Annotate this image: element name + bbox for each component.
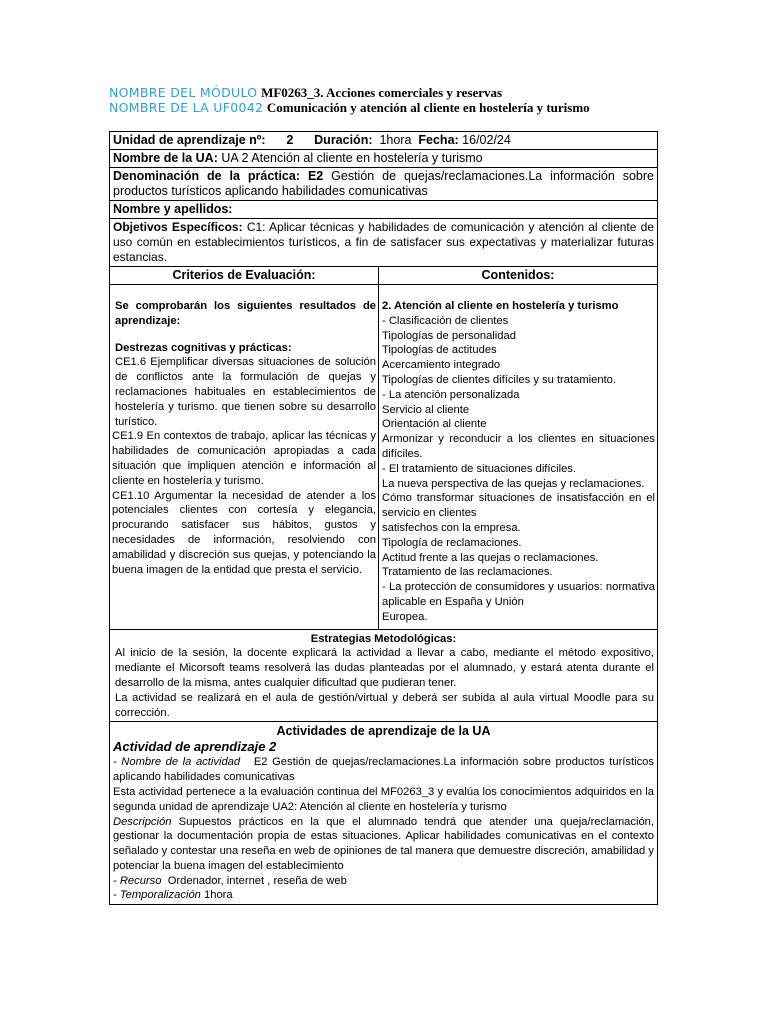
contents-title: 2. Atención al cliente en hostelería y turismo <box>382 300 619 312</box>
contents-line: Europea. <box>382 610 428 623</box>
activity-description-value: Supuestos prácticos en la que el alumnado tendrá que atender una queja/reclamación, gestionar la documentación propia de estas situaciones. Aplicar habilidades comunicativas en el contexto señalado y contestar una reseña en web de opiniones de tal manera que demuestre discreción, amabilidad y potenciar la buena imagen del establecimiento <box>113 815 655 872</box>
uf-name-label: NOMBRE DE LA UF0042 <box>109 100 264 115</box>
activity-timing-line <box>113 888 654 903</box>
contents-line: - La atención personalizada <box>382 388 520 401</box>
strategies-row <box>109 629 658 723</box>
activity-description-line <box>113 815 654 874</box>
student-name-label: Nombre y apellidos: <box>113 202 233 216</box>
activity-evaluation-note: Esta actividad pertenece a la evaluación continua del MF0263_3 y evalúa los conocimientos adquiridos en la segunda unidad de aprendizaje UA2: Atención al cliente en hostelería y turismo <box>113 785 654 813</box>
criteria-header: Criterios de Evaluación: <box>109 266 379 285</box>
unit-row <box>109 131 658 150</box>
strategies-paragraph-2: La actividad se realizará en el aula de gestión/virtual y deberá ser subida al aula virtual Moodle para su corrección. <box>115 691 654 719</box>
uf-name-line <box>109 100 590 116</box>
contents-line: La nueva perspectiva de las quejas y reclamaciones. <box>382 477 645 490</box>
activity-resource-line <box>113 874 654 889</box>
activity-description-label: Descripción <box>113 815 172 828</box>
activity-resource-label: - Recurso <box>113 874 162 887</box>
contents-line: Tipología de reclamaciones. <box>382 536 522 549</box>
contents-line: - El tratamiento de situaciones difíciles. <box>382 462 577 475</box>
lesson-plan-table <box>109 131 658 905</box>
contents-line: Acercamiento integrado <box>382 359 501 372</box>
activity-subtitle: Actividad de aprendizaje 2 <box>113 739 277 755</box>
contents-line: - Clasificación de clientes <box>382 314 509 327</box>
activity-name-label: - Nombre de la actividad <box>113 756 241 769</box>
module-name-line <box>109 85 502 101</box>
contents-line: Servicio al cliente <box>382 403 470 416</box>
criterion-ce1-6: CE1.6 Ejemplificar diversas situaciones de solución de conflictos ante la formulación de quejas y reclamaciones habituales en establecimientos de hostelería y turismo. que tienen sobre su desarrollo turístico. <box>115 356 376 428</box>
ua-name-value: UA 2 Atención al cliente en hostelería y turismo <box>221 151 483 165</box>
criteria-contents-row <box>109 284 658 630</box>
activities-title: Actividades de aprendizaje de la UA <box>276 724 491 739</box>
criterion-ce1-10: CE1.10 Argumentar la necesidad de atender a los potenciales clientes con cortesía y elegancia, procurando satisfacer sus hábitos, gustos y necesidades de información, resolviendo con amabilidad y discreción sus quejas, y potenciando la buena imagen de la entidad que presta el servicio. <box>112 489 376 576</box>
contents-header: Contenidos: <box>378 266 658 285</box>
criteria-header-row <box>109 266 658 285</box>
contents-line: Armonizar y reconducir a los clientes en situaciones difíciles. <box>382 433 655 460</box>
module-name-label: NOMBRE DEL MÓDULO <box>109 85 258 100</box>
practice-code: E2 <box>307 169 324 183</box>
objectives-value: C1: Aplicar técnicas y habilidades de comunicación y atención al cliente de uso común en establecimientos turísticos, a fin de satisfacer sus expectativas y materializar futuras estancias. <box>113 220 654 264</box>
date-label: Fecha: <box>418 133 459 147</box>
objectives-label: Objetivos Específicos: <box>113 220 243 234</box>
practice-row <box>109 167 658 201</box>
activity-timing-label: - Temporalización <box>113 889 201 902</box>
contents-line: - La protección de consumidores y usuarios: normativa aplicable en España y Unión <box>382 581 655 608</box>
criterion-ce1-9: CE1.9 En contextos de trabajo, aplicar las técnicas y habilidades de comunicación apropiadas a cada situación que impliquen atención e información al cliente en hostelería y turismo. <box>112 430 376 487</box>
criteria-column <box>109 284 379 630</box>
contents-line: Tipologías de personalidad <box>382 329 516 342</box>
activity-resource-value: Ordenador, internet , reseña de web <box>167 874 347 887</box>
contents-line: Actitud frente a las quejas o reclamaciones. <box>382 551 599 564</box>
contents-line: Tipologías de clientes difíciles y su tratamiento. <box>382 373 617 386</box>
contents-column <box>378 284 658 630</box>
ua-name-row <box>109 149 658 168</box>
uf-name-value: Comunicación y atención al cliente en hostelería y turismo <box>266 100 590 115</box>
criteria-intro: Se comprobarán los siguientes resultados de aprendizaje: <box>115 300 376 327</box>
duration-label: Duración: <box>314 133 373 147</box>
contents-line: Orientación al cliente <box>382 418 487 431</box>
activity-name-value: E2 Gestión de quejas/reclamaciones.La información sobre productos turísticos aplicando habilidades comunicativas <box>113 756 654 784</box>
module-name-value: MF0263_3. Acciones comerciales y reservas <box>261 85 503 100</box>
practice-value: Gestión de quejas/reclamaciones.La información sobre productos turísticos aplicando habilidades comunicativas <box>113 169 654 198</box>
student-name-row <box>109 200 658 219</box>
duration-value: 1hora <box>379 133 412 147</box>
activity-timing-value: 1hora <box>204 889 233 902</box>
unit-label: Unidad de aprendizaje nº: <box>113 133 266 147</box>
ua-name-label: Nombre de la UA: <box>113 151 218 165</box>
activity-name-line <box>113 755 654 785</box>
objectives-row <box>109 218 658 267</box>
activities-row <box>109 721 658 905</box>
contents-line: satisfechos con la empresa. <box>382 521 521 534</box>
contents-line: Cómo transformar situaciones de insatisfacción en el servicio en clientes <box>382 492 655 520</box>
unit-value: 2 <box>286 133 294 147</box>
date-value: 16/02/24 <box>462 133 511 147</box>
skills-heading: Destrezas cognitivas y prácticas: <box>115 341 292 354</box>
strategies-title: Estrategias Metodológicas: <box>310 632 457 645</box>
contents-line: Tipologías de actitudes <box>382 344 497 357</box>
contents-line: Tratamiento de las reclamaciones. <box>382 566 553 579</box>
strategies-paragraph-1: Al inicio de la sesión, la docente explicará la actividad a llevar a cabo, mediante el método expositivo, mediante el Micorsoft teams resolverá las dudas planteadas por el alumnado, y estará atenta durante el desarrollo de la misma, antes cualquier dificultad que pudieran tener. <box>115 647 654 689</box>
practice-label: Denominación de la práctica: <box>113 169 301 183</box>
